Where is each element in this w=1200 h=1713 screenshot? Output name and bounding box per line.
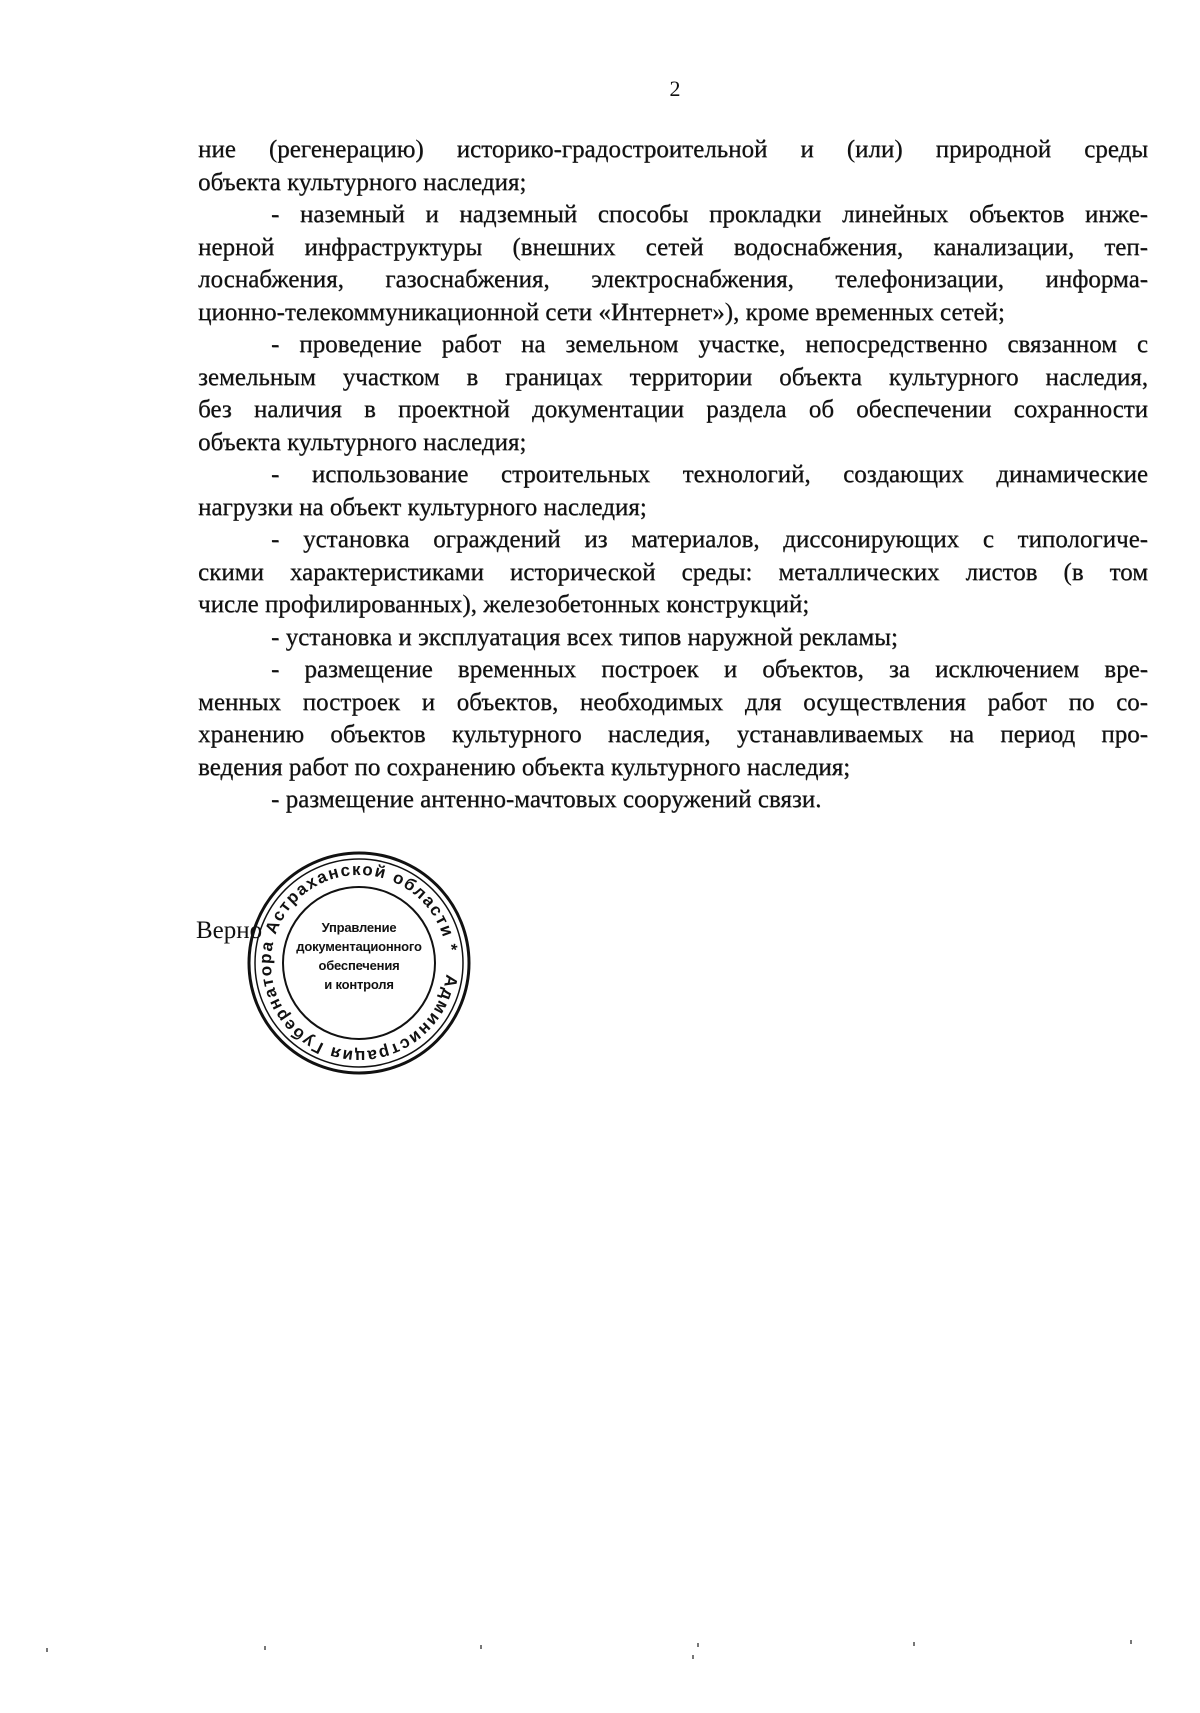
text-line: нерной инфраструктуры (внешних сетей водоснабжения, канализации, теп-	[198, 233, 1148, 261]
scan-speck	[46, 1648, 48, 1652]
official-stamp	[246, 850, 472, 1076]
stamp-line: документационного	[296, 939, 422, 954]
text-line: менных построек и объектов, необходимых для осуществления работ по со-	[198, 688, 1148, 716]
list-item-line: - установка и эксплуатация всех типов наружной рекламы;	[271, 623, 898, 651]
text-line: ведения работ по сохранению объекта культурного наследия;	[198, 753, 851, 781]
text-line: хранению объектов культурного наследия, устанавливаемых на период про-	[198, 721, 1148, 748]
text-line: числе профилированных), железобетонных конструкций;	[198, 591, 810, 618]
text-line: ние (регенерацию) историко-градостроительной и (или) природной среды	[198, 136, 1148, 163]
stamp-line: Управление	[321, 920, 397, 935]
scan-speck	[697, 1643, 699, 1647]
scan-speck	[913, 1642, 915, 1646]
scan-speck	[1130, 1640, 1132, 1644]
text-line: скими характеристиками исторической среды: металлических листов (в том	[198, 558, 1148, 586]
list-item-line: - наземный и надземный способы прокладки линейных объектов инже-	[271, 201, 1148, 228]
stamp-center-text	[283, 918, 435, 994]
stamp-line: и контроля	[324, 977, 394, 992]
list-item-line: - использование строительных технологий, создающих динамические	[271, 461, 1148, 488]
list-item-line: - проведение работ на земельном участке, непосредственно связанном с	[271, 331, 1148, 358]
stamp-ring-text: Администрация Губернатора Астраханской области *	[255, 859, 462, 1067]
list-item-line: - размещение временных построек и объектов, за исключением вре-	[271, 656, 1148, 683]
list-item-line: - размещение антенно-мачтовых сооружений связи.	[271, 786, 822, 813]
text-line: объекта культурного наследия;	[198, 428, 527, 456]
scan-speck	[264, 1646, 266, 1650]
scan-speck	[692, 1655, 694, 1659]
certification-label: Верно	[196, 917, 263, 944]
text-line: нагрузки на объект культурного наследия;	[198, 493, 647, 521]
document-body	[198, 134, 1148, 817]
text-line: ционно-телекоммуникационной сети «Интернет»), кроме временных сетей;	[198, 298, 1005, 326]
scan-speck	[480, 1645, 482, 1649]
text-line: объекта культурного наследия;	[198, 168, 527, 196]
list-item-line: - установка ограждений из материалов, диссонирующих с типологиче-	[271, 526, 1148, 553]
text-line: без наличия в проектной документации раздела об обеспечении сохранности	[198, 396, 1148, 423]
text-line: лоснабжения, газоснабжения, электроснабжения, телефонизации, информа-	[198, 266, 1148, 293]
page-number: 2	[669, 76, 681, 101]
stamp-line: обеспечения	[318, 958, 400, 973]
text-line: земельным участком в границах территории объекта культурного наследия,	[198, 363, 1148, 391]
